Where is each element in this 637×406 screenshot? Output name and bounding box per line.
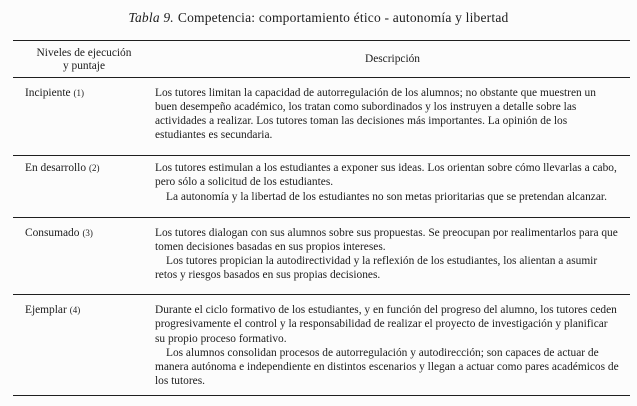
level-cell bbox=[13, 218, 155, 295]
description-cell bbox=[155, 295, 630, 395]
table-row bbox=[13, 78, 630, 157]
column-header-levels bbox=[13, 45, 155, 73]
description-paragraph: Los tutores propician la autodirectividad y la reflexión de los estudiantes, los alientan a asumir retos y riesgos basados en sus propias decisiones. bbox=[155, 255, 598, 282]
table-row bbox=[13, 156, 630, 218]
table-caption-number: Tabla 9. bbox=[128, 10, 174, 25]
description-paragraph: Los tutores limitan la capacidad de autorregulación de los alumnos; no obstante que muestren un buen desempeño académico, los tratan como subordinados y los instruyen a detalle sobre las actividades a realizar. Los tutores toman las decisiones más importantes. La opinión de los estudiantes es secundaria. bbox=[155, 86, 596, 142]
description-paragraph: Los alumnos consolidan procesos de autorregulación y autodirección; son capaces de actuar de manera autónoma e independiente en distintos escenarios y llegan a actuar como pares académicos de los tutores. bbox=[155, 346, 619, 388]
level-label: Consumado bbox=[25, 226, 80, 239]
level-cell bbox=[13, 295, 155, 395]
level-score: (4) bbox=[69, 305, 81, 315]
table-caption bbox=[0, 9, 637, 27]
description-cell bbox=[155, 78, 630, 156]
table-body bbox=[13, 78, 630, 397]
level-score: (2) bbox=[89, 163, 100, 173]
column-header-description: Descripción bbox=[364, 53, 421, 66]
table-header-row bbox=[13, 41, 630, 78]
column-header-levels-line2: y puntaje bbox=[62, 59, 106, 72]
level-label: Ejemplar bbox=[25, 304, 67, 316]
table-row bbox=[13, 295, 630, 396]
level-score: (3) bbox=[82, 227, 93, 238]
table-row bbox=[13, 218, 630, 296]
level-label: Incipiente bbox=[25, 86, 71, 99]
description-cell bbox=[155, 218, 630, 295]
description-paragraph: La autonomía y la libertad de los estudiantes no son metas prioritarias que se pretendan alcanzar. bbox=[166, 190, 607, 203]
column-header-levels-line1: Niveles de ejecución bbox=[36, 46, 132, 59]
level-label: En desarrollo bbox=[25, 162, 87, 174]
description-paragraph: Los tutores dialogan con sus alumnos sobre sus propuestas. Se preocupan por realimentarlos para que tomen decisiones basadas en sus propios intereses. bbox=[155, 226, 618, 253]
rubric-table bbox=[13, 40, 630, 396]
description-cell bbox=[155, 156, 630, 217]
description-paragraph: Durante el ciclo formativo de los estudiantes, y en función del progreso del alumno, los tutores ceden progresivamente el control y la responsabilidad de realizar el proyecto de investigación y planificar su propio proceso formativo. bbox=[155, 304, 617, 345]
description-paragraph: Los tutores estimulan a los estudiantes a exponer sus ideas. Los orientan sobre cómo llevarlas a cabo, pero sólo a solicitud de los estudiantes. bbox=[155, 162, 617, 189]
level-score: (1) bbox=[73, 87, 85, 98]
level-cell bbox=[13, 156, 155, 217]
table-caption-text: Competencia: comportamiento ético - autonomía y libertad bbox=[177, 10, 509, 25]
level-cell bbox=[13, 78, 155, 156]
